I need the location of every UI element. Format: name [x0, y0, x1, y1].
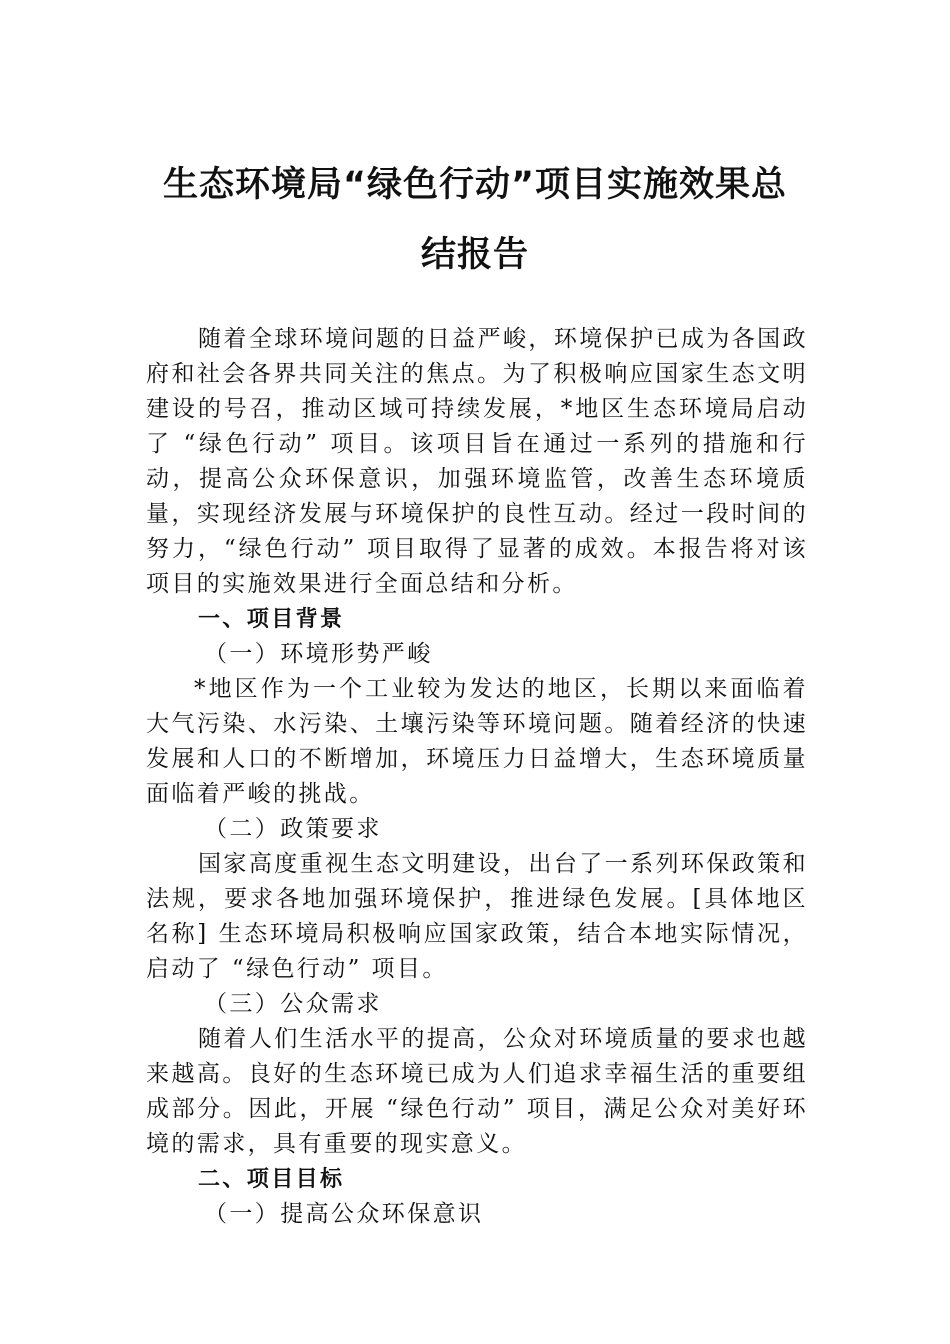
document-title-line-2: 结报告: [420, 235, 529, 275]
section-heading-goals: 二、项目目标: [198, 1167, 345, 1192]
subheading-environment: （一）环境形势严峻: [204, 641, 433, 667]
subheading-awareness: （一）提高公众环保意识: [204, 1201, 484, 1227]
subheading-policy: （二）政策要求: [204, 816, 382, 842]
document-title-line-1: 生态环境局“绿色行动”项目实施效果总: [162, 165, 787, 205]
intro-paragraph: 随着全球环境问题的日益严峻，环境保护已成为各国政府和社会各界共同关注的焦点。为了积极响应国家生态文明建设的号召，推动区域可持续发展，*地区生态环境局启动了 “绿色行动” 项目。该项目旨在通过一系列的措施和行动，提高公众环保意识，加强环境监管，改善生态环境质量，实现经济发展与环境保护的良性互动。经过一段时间的努力，“绿色行动” 项目取得了显著的成效。本报告将对该项目的实施效果进行全面总结和分析。: [146, 326, 808, 597]
paragraph-policy: 国家高度重视生态文明建设，出台了一系列环保政策和法规，要求各地加强环境保护，推进绿色发展。[具体地区名称] 生态环境局积极响应国家政策，结合本地实际情况，启动了 “绿色行动” 项目。: [146, 851, 808, 982]
subheading-public-demand: （三）公众需求: [204, 991, 382, 1017]
paragraph-public-demand: 随着人们生活水平的提高，公众对环境质量的要求也越来越高。良好的生态环境已成为人们追求幸福生活的重要组成部分。因此，开展 “绿色行动” 项目，满足公众对美好环境的需求，具有重要的现实意义。: [146, 1026, 808, 1157]
document-body: [146, 322, 808, 1232]
paragraph-environment: *地区作为一个工业较为发达的地区，长期以来面临着大气污染、水污染、土壤污染等环境问题。随着经济的快速发展和人口的不断增加，环境压力日益增大，生态环境质量面临着严峻的挑战。: [146, 676, 808, 807]
section-heading-background: 一、项目背景: [198, 607, 345, 632]
